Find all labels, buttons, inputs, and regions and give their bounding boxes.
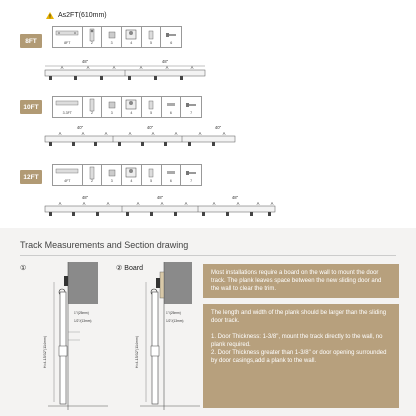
part-hanger: 2 (83, 165, 103, 185)
stopper-label: A (112, 65, 116, 70)
installation-note (46, 12, 107, 19)
stopper-label: A (165, 65, 169, 70)
part-wheel-bracket: 4 (122, 27, 142, 47)
stopper-label: A (139, 65, 143, 70)
stopper-label: A (136, 201, 140, 206)
part-floor-guide: 5 (142, 97, 162, 117)
track-length-label: 40" (214, 125, 222, 130)
part-stopper: 3 (102, 27, 122, 47)
part-screw: 7 (181, 165, 201, 185)
dimension-label: 1/2"/(13mm) (166, 319, 184, 323)
part-hanger: 2 (83, 27, 103, 47)
stopper-label: A (198, 131, 202, 136)
info-box-board (203, 264, 399, 298)
track-length-label: 40" (146, 125, 154, 130)
stopper-label: A (236, 201, 240, 206)
dimension-label: 1/2"/(13mm) (74, 319, 92, 323)
note-text: As2FT(610mm) (58, 12, 107, 19)
stopper-label: A (184, 201, 188, 206)
stopper-label: A (190, 65, 194, 70)
drawing-1-number: ① (20, 265, 27, 272)
section-drawing-2 (122, 262, 202, 412)
stopper-label: A (81, 131, 85, 136)
track-length-label: 48" (81, 195, 89, 200)
part-hanger: 2 (83, 97, 103, 117)
part-floor-guide: 5 (142, 165, 162, 185)
parts-list-10ft (52, 96, 202, 118)
kit-badge-10ft: 10FT (20, 100, 42, 114)
drawing-2-number: ② (116, 265, 123, 272)
stopper-label: A (151, 131, 155, 136)
dimension-label: 1"/(25mm) (74, 311, 89, 315)
stopper-label: A (270, 201, 274, 206)
stopper-label: A (222, 131, 226, 136)
stopper-label: A (128, 131, 132, 136)
track-length-label: 48" (231, 195, 239, 200)
section-divider (20, 255, 396, 256)
part-wheel-bracket: 4 (122, 97, 142, 117)
stopper-label: A (60, 65, 64, 70)
info-text: The length and width of the plank should be larger than the sliding door track. (211, 310, 387, 324)
stopper-label: A (58, 201, 62, 206)
stopper-label: A (106, 201, 110, 206)
part-stopper: 3 (102, 165, 122, 185)
kit-badge-12ft: 12FT (20, 170, 42, 184)
part-connector: 6 (162, 97, 182, 117)
part-rail: 8FT (53, 27, 83, 47)
info-box-plank (203, 304, 399, 408)
part-rail: 4FT (53, 165, 83, 185)
track-drawing-10ft (40, 124, 240, 156)
part-floor-guide: 5 (142, 27, 162, 47)
stopper-label: A (256, 201, 260, 206)
stopper-label: A (104, 131, 108, 136)
height-label: H=4-15/32"(114mm) (43, 335, 47, 369)
drawing-1-header (20, 264, 26, 272)
stopper-label: A (212, 201, 216, 206)
track-length-label: 40" (76, 125, 84, 130)
part-connector: 6 (162, 165, 182, 185)
part-stopper: 3 (102, 97, 122, 117)
section-title: Track Measurements and Section drawing (20, 240, 189, 250)
track-drawing-8ft (40, 58, 210, 90)
section-drawing-1 (28, 262, 118, 412)
kit-badge-8ft: 8FT (20, 34, 42, 48)
part-screw: 7 (181, 97, 201, 117)
warning-icon (46, 12, 54, 19)
stopper-label: A (160, 201, 164, 206)
info-text: 1. Door Thickness: 1-3/8", mount the track directly to the wall, no plank required. (211, 334, 383, 348)
stopper-label: A (174, 131, 178, 136)
drawing-2-label: Board (124, 264, 143, 272)
dimension-label: 1"/(25mm) (166, 311, 181, 315)
info-text: 2. Door Thickness greater than 1-3/8" or door opening surrounded by door casings,add a plank to the wall. (211, 350, 387, 364)
track-length-label: 48" (161, 59, 169, 64)
part-wheel-bracket: 4 (122, 165, 142, 185)
stopper-label: A (86, 65, 90, 70)
stopper-label: A (82, 201, 86, 206)
parts-list-12ft (52, 164, 202, 186)
info-text: Most installations require a board on the wall to mount the door track. The plank leaves space between the new sliding door and the wall to clear the trim. (211, 270, 382, 292)
parts-list-8ft (52, 26, 182, 48)
track-length-label: 48" (156, 195, 164, 200)
part-rail: 3.3FT (53, 97, 83, 117)
height-label: H=4-15/32"(114mm) (135, 335, 139, 369)
track-length-label: 48" (81, 59, 89, 64)
track-drawing-12ft (40, 194, 280, 226)
stopper-label: A (58, 131, 62, 136)
part-screw: 6 (161, 27, 181, 47)
